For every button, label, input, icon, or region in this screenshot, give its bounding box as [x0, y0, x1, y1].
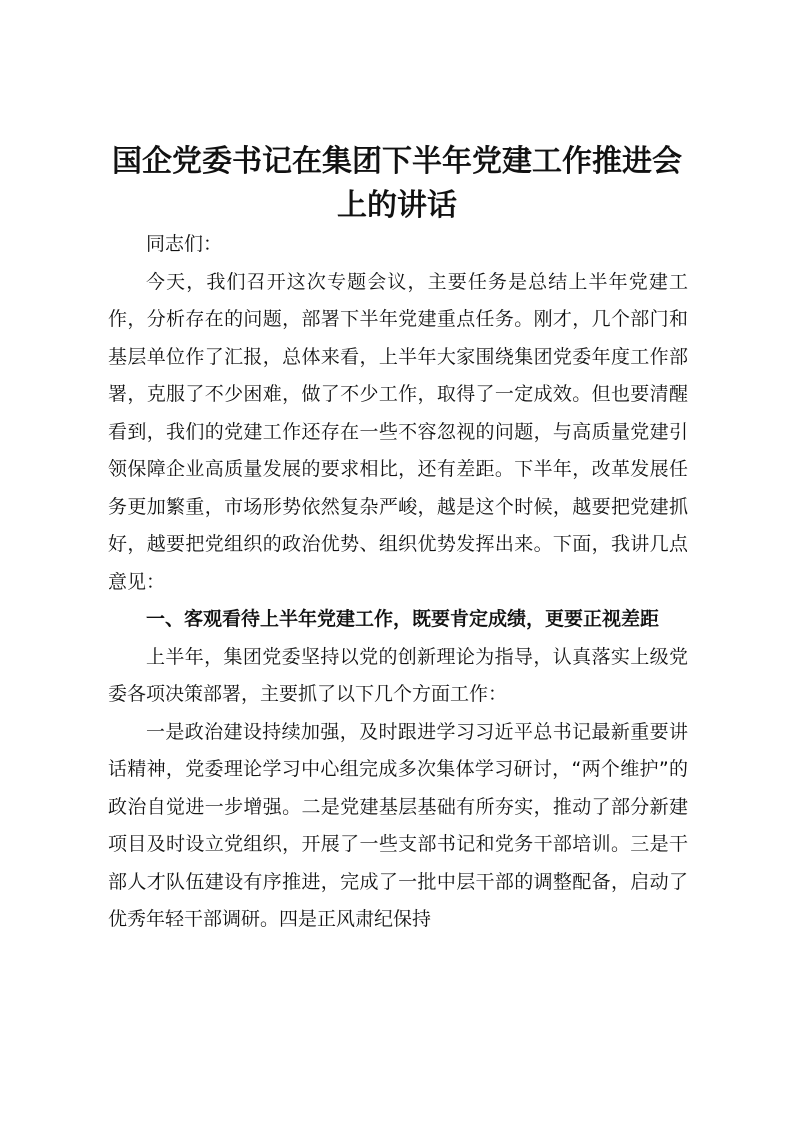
document-title: 国企党委书记在集团下半年党建工作推进会上的讲话	[112, 144, 682, 223]
document-body	[108, 226, 688, 939]
salutation: 同志们：	[146, 233, 223, 255]
paragraph-section-1-intro: 上半年，集团党委坚持以党的创新理论为指导，认真落实上级党委各项决策部署，主要抓了以下几个方面工作：	[108, 645, 688, 705]
paragraph-intro: 今天，我们召开这次专题会议，主要任务是总结上半年党建工作，分析存在的问题，部署下半年党建重点任务。刚才，几个部门和基层单位作了汇报，总体来看，上半年大家围绕集团党委年度工作部署，克服了不少困难，做了不少工作，取得了一定成效。但也要清醒看到，我们的党建工作还存在一些不容忽视的问题，与高质量党建引领保障企业高质量发展的要求相比，还有差距。下半年，改革发展任务更加繁重，市场形势依然复杂严峻，越是这个时候，越要把党建抓好，越要把党组织的政治优势、组织优势发挥出来。下面，我讲几点意见：	[108, 270, 688, 593]
section-heading-1: 一、客观看待上半年党建工作，既要肯定成绩，更要正视差距	[146, 608, 660, 630]
paragraph-section-1-details: 一是政治建设持续加强，及时跟进学习习近平总书记最新重要讲话精神，党委理论学习中心组完成多次集体学习研讨，“两个维护”的政治自觉进一步增强。二是党建基层基础有所夯实，推动了部分新建项目及时设立党组织，开展了一些支部书记和党务干部培训。三是干部人才队伍建设有序推进，完成了一批中层干部的调整配备，启动了优秀年轻干部调研。四是正风肃纪保持	[108, 720, 688, 930]
